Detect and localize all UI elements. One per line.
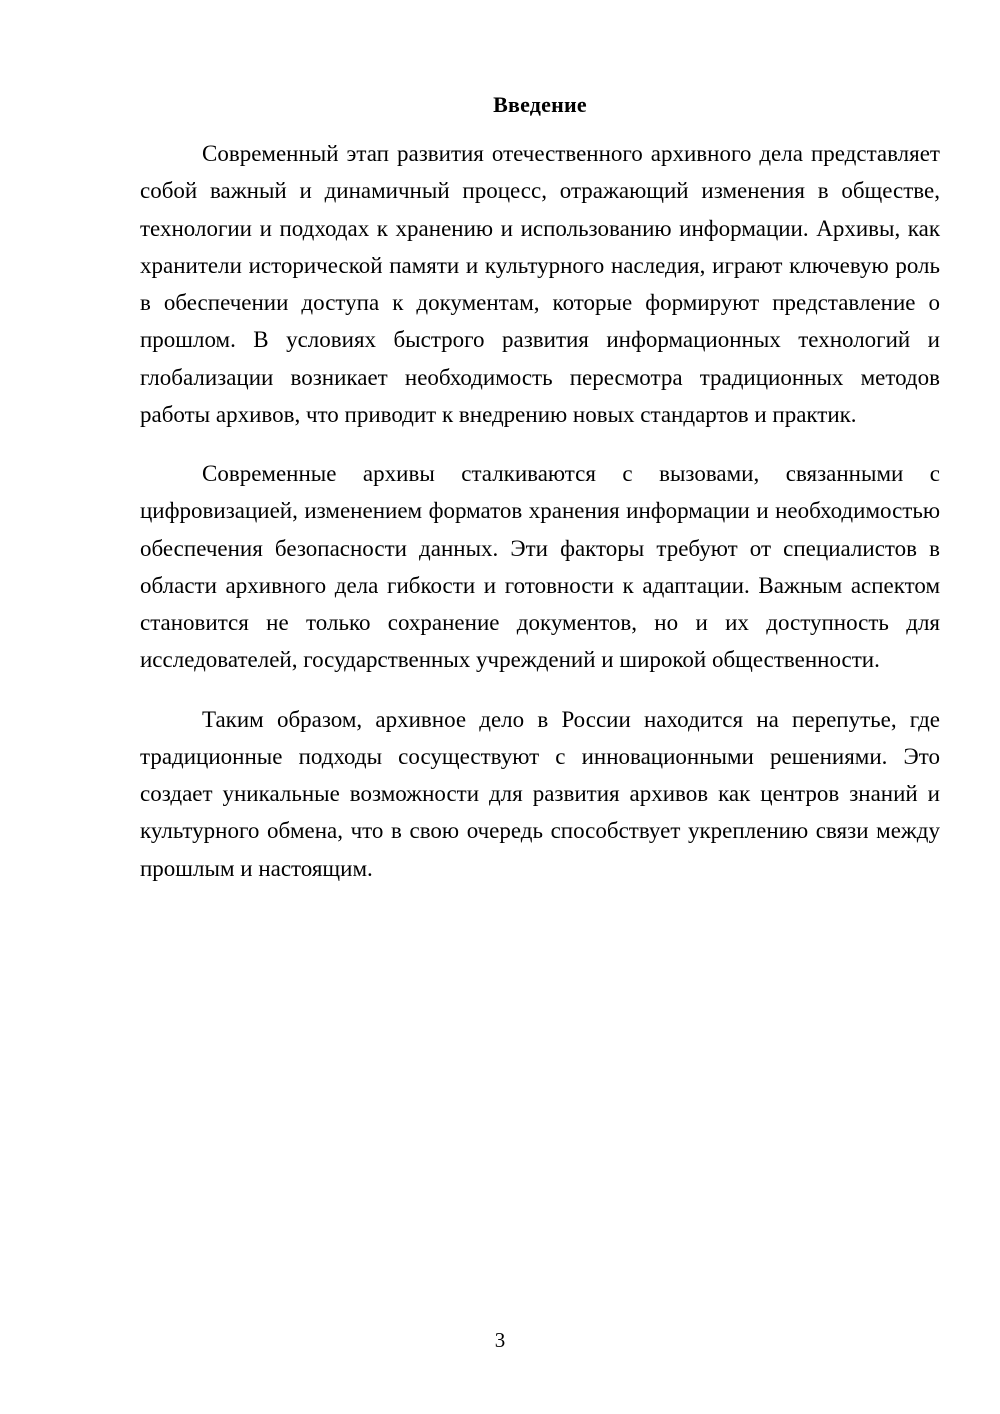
page-number: 3 bbox=[494, 1328, 506, 1352]
page-title: Введение bbox=[493, 92, 587, 117]
paragraph-1: Современный этап развития отечественного архивного дела представляет собой важный и динамичный процесс, отражающий изменения в обществе, технологии и подходах к хранению и использованию информации. Архивы, как хранители исторической памяти и культурного наследия, играют ключевую роль в обеспечении доступа к документам, которые формируют представление о прошлом. В условиях быстрого развития информационных технологий и глобализации возникает необходимость пересмотра традиционных методов работы архивов, что приводит к внедрению новых стандартов и практик. bbox=[140, 141, 940, 427]
document-body bbox=[140, 88, 940, 887]
paragraph-2: Современные архивы сталкиваются с вызовами, связанными с цифровизацией, изменением форматов хранения информации и необходимостью обеспечения безопасности данных. Эти факторы требуют от специалистов в области архивного дела гибкости и готовности к адаптации. Важным аспектом становится не только сохранение документов, но и их доступность для исследователей, государственных учреждений и широкой общественности. bbox=[140, 461, 940, 673]
paragraph-3: Таким образом, архивное дело в России находится на перепутье, где традиционные подходы сосуществуют с инновационными решениями. Это создает уникальные возможности для развития архивов как центров знаний и культурного обмена, что в свою очередь способствует укреплению связи между прошлым и настоящим. bbox=[140, 706, 940, 881]
